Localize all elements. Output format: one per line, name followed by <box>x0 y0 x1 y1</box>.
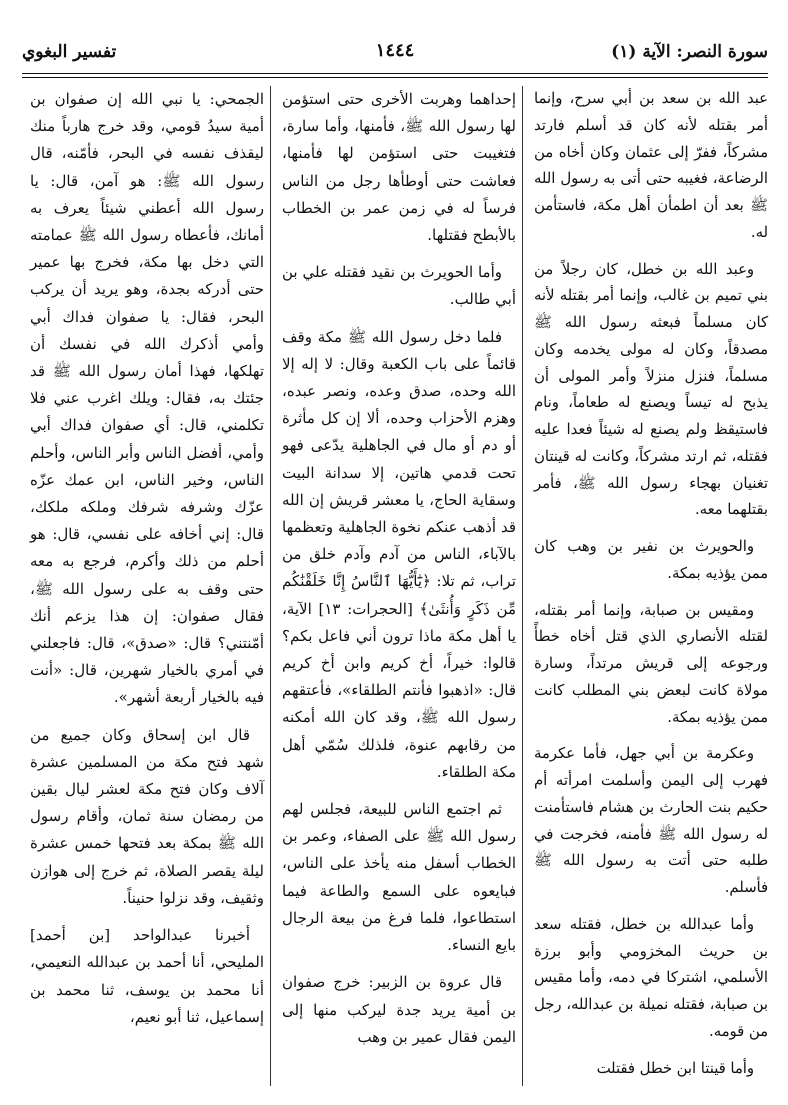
paragraph: وعكرمة بن أبي جهل، فأما عكرمة فهرب إلى اليمن وأسلمت امرأته أم حكيم بنت الحارث بن هشام فاستأمنت له رسول الله ﷺ فأمنه، فخرجت في طلبه حتى أتت به رسول الله ﷺ فأسلم. <box>534 745 768 896</box>
surah-label: سورة النصر: الآية (١) <box>611 42 768 62</box>
paragraph: وعبد الله بن خطل، كان رجلاً من بني تميم بن غالب، وإنما أمر بقتله لأنه كان مسلماً فبعثه رسول الله ﷺ مصدقاً، وكان له مولى يخدمه وكان مسلماً، فنزل منزلاً وأمر المولى أن يذبح له تيساً ويصنع له طعاماً، ونام فاستيقظ ولم يصنع له شيئاً فعدا عليه فقتله، ثم ارتد مشركاً، وكانت له قينتان تغنيان بهجاء رسول الله ﷺ، فأمر بقتلهما معه. <box>534 260 768 519</box>
column-divider <box>522 86 523 1086</box>
paragraph: إحداهما وهربت الأخرى حتى استؤمن لها رسول الله ﷺ، فأمنها، وأما سارة، فتغيبت حتى استؤمن لها فأمنها، فعاشت حتى أوطأها رجل من الناس فرساً له في زمن عمر بن الخطاب بالأبطح فقتلها. <box>282 90 516 245</box>
paragraph: قال ابن إسحاق وكان جميع من شهد فتح مكة من المسلمين عشرة آلاف وكان فتح مكة لعشر ليال بقين من رمضان سنة ثمان، وأقام رسول الله ﷺ بمكة بعد فتحها خمس عشرة ليلة يقصر الصلاة، ثم خرج إلى هوازن وثقيف، وقد نزلوا حنيناً. <box>30 725 264 907</box>
paragraph: قال عروة بن الزبير: خرج صفوان بن أمية يريد جدة ليركب منها إلى اليمن فقال عمير بن وهب <box>282 973 516 1046</box>
column-left <box>30 86 264 1091</box>
page-number: ١٤٤٤ <box>375 40 415 61</box>
text-columns <box>22 86 768 1091</box>
paragraph: أخبرنا عبدالواحد [بن أحمد] المليحي، أنا أحمد بن عبدالله النعيمي، أنا محمد بن يوسف، ثنا محمد بن إسماعيل، ثنا أبو نعيم، <box>30 926 264 1026</box>
page-header <box>22 40 768 72</box>
column-right <box>534 86 768 1091</box>
paragraph: والحويرث بن نفير بن وهب كان ممن يؤذيه بمكة. <box>534 538 768 582</box>
paragraph: ثم اجتمع الناس للبيعة، فجلس لهم رسول الله ﷺ على الصفاء، وعمر بن الخطاب أسفل منه يأخذ على الناس، فبايعوه على السمع والطاعة فيما استطاعوا، فلما فرغ من بيعة الرجال بايع النساء. <box>282 800 516 955</box>
paragraph: وأما عبدالله بن خطل، فقتله سعد بن حريث المخزومي وأبو برزة الأسلمي، اشتركا في دمه، وأما مقيس بن صبابة، فقتله نميلة بن عبدالله، رجل من قومه. <box>534 915 768 1040</box>
column-divider <box>270 86 271 1086</box>
header-rule <box>22 73 768 74</box>
paragraph: عبد الله بن سعد بن أبي سرح، وإنما أمر بقتله لأنه كان قد أسلم فارتد مشركاً، ففرّ إلى عثمان وكان أخاه من الرضاعة، فغيبه حتى أتى به رسول الله ﷺ بعد أن اطمأن أهل مكة، فاستأمن له. <box>534 90 768 241</box>
paragraph: وأما قينتا ابن خطل فقتلت <box>596 1059 754 1077</box>
book-title: تفسير البغوي <box>22 42 117 62</box>
paragraph: وأما الحويرث بن نقيد فقتله علي بن أبي طالب. <box>282 263 516 309</box>
column-middle <box>282 86 516 1091</box>
paragraph: الجمحي: يا نبي الله إن صفوان بن أمية سيدُ قومي، وقد خرج هارباً منك ليقذف نفسه في البحر، فأمّنه، قال رسول الله ﷺ: هو آمن، قال: يا رسول الله أعطني شيئاً يعرف به أمانك، فأعطاه رسول الله ﷺ عمامته التي دخل بها مكة، فخرج بها عمير حتى أدركه بجدة، وهو يريد أن يركب البحر، فقال: يا صفوان فداك أبي وأمي أذكرك الله في نفسك أن تهلكها، فهذا أمان رسول الله ﷺ قد جئتك به، فقال: ويلك اغرب عني فلا تكلمني، قال: أي صفوان فداك أبي وأمي، أفضل الناس وأبر الناس، وأحلم الناس، وخير الناس، ابن عمك عزّه عزّك وشرفه شرفك وملكه ملكك، قال: إني أخافه على نفسي، قال: هو أحلم من ذلك وأكرم، فرجع به معه حتى وقف به على رسول الله ﷺ، فقال صفوان: إن هذا يزعم أنك أمّنتني؟ قال: «صدق»، قال: فاجعلني في أمري بالخيار شهرين، قال: «أنت فيه بالخيار أربعة أشهر». <box>30 90 264 707</box>
header-rule-thin <box>22 77 768 78</box>
paragraph: فلما دخل رسول الله ﷺ مكة وقف قائماً على باب الكعبة وقال: لا إله إلا الله وحده، صدق وعده، ونصر عبده، وهزم الأحزاب وحده، ألا إن كل مأثرة أو دم أو مال في الجاهلية يدّعى فهو تحت قدمي هاتين، إلا سدانة البيت وسقاية الحاج، يا معشر قريش إن الله قد أذهب عنكم نخوة الجاهلية وتعظمها بالآباء، الناس من آدم وآدم خلق من تراب، ثم تلا: ﴿يَٰٓأَيُّهَا ٱلنَّاسُ إِنَّا خَلَقْنَٰكُم مِّن ذَكَرٍ وَأُنثَىٰ﴾ [الحجرات: ١٣] الآية، يا أهل مكة ماذا ترون أني فاعل بكم؟ قالوا: خيراً، أخ كريم وابن أخ كريم قال: «اذهبوا فأنتم الطلقاء»، فأعتقهم رسول الله ﷺ، وقد كان الله أمكنه من رقابهم عنوة، فلذلك سُمّي أهل مكة الطلقاء. <box>282 327 516 781</box>
paragraph: ومقيس بن صبابة، وإنما أمر بقتله، لقتله الأنصاري الذي قتل أخاه خطأً ورجوعه إلى قريش مرتداً، وسارة مولاة كانت لبعض بني المطلب كانت ممن يؤذيه بمكة. <box>534 601 768 726</box>
